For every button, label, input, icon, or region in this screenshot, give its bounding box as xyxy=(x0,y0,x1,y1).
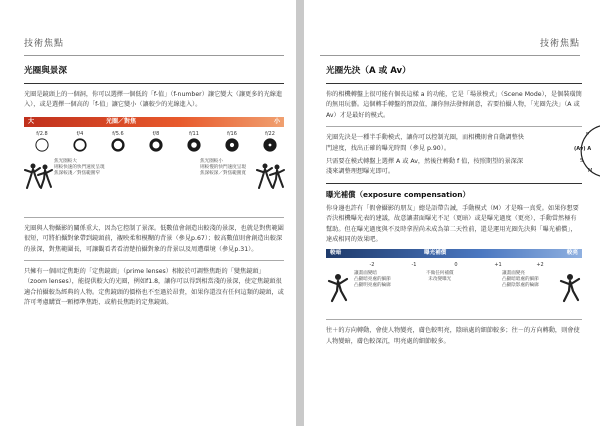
fstop-labels xyxy=(24,129,284,138)
right-page xyxy=(304,0,600,426)
right-content xyxy=(326,66,582,350)
fstop-label: f/2.8 xyxy=(36,130,48,137)
aperture-iris-icon xyxy=(148,138,164,154)
fstop-label: f/4 xyxy=(76,130,84,137)
fstop-label: f/22 xyxy=(265,130,275,137)
aperture-bar xyxy=(24,117,284,127)
aperture-iris-icon xyxy=(34,138,50,154)
aperture-iris-row xyxy=(24,138,284,156)
left-content xyxy=(24,66,284,312)
aperture-bar-right: 小 xyxy=(273,117,280,125)
aperture-iris-icon xyxy=(224,138,240,154)
dial-label-a: (Av) A xyxy=(574,146,592,152)
section-rule-5 xyxy=(326,319,582,320)
ec-note-center: 不做任何補償 未改變曝光 xyxy=(426,271,454,283)
dancers-sharp-icon xyxy=(256,161,286,191)
ec-bar-left: 較暗 xyxy=(330,250,342,257)
ec-note-left: 讓畫面變暗 凸顯暗亮處的細節 凸顯明亮處的輪廓 xyxy=(354,271,391,289)
aperture-priority-para2: 只需要在模式轉盤上選擇 A 或 Av，然後往轉動 f 值，按照期望的景深深淺來調整理想曝光即可。 xyxy=(326,158,524,176)
dancers-blurred-icon xyxy=(24,161,54,191)
left-page xyxy=(0,0,296,426)
ec-scale-label: +1 xyxy=(494,262,502,269)
section-heading-exposure-compensation: 曝光補償（exposure compensation） xyxy=(326,189,470,199)
dancer-bright-icon xyxy=(558,273,582,303)
section-rule-4 xyxy=(326,183,582,184)
section-rule-3 xyxy=(326,126,582,127)
book-gutter xyxy=(296,0,304,426)
heading-rule xyxy=(24,83,284,84)
fstop-label: f/11 xyxy=(189,130,199,137)
aperture-priority-intro: 你的相機轉盤上很可能有個長這樣 a 的功能，它是「場景模式」（Scene Mode），是個裝璜簡的無用玩藝。這個轉手轉盤的預設值，讓你無法發揮創意，若要拍攝人物，「光圈先決」（A 或 Av）才是最好的模式。 xyxy=(326,91,582,119)
aperture-note-left: 焦光圈較大 則較快速的快門速度呈現 焦深較淺／對焦範圍窄 xyxy=(54,158,105,176)
running-head-left: 技術焦點 xyxy=(24,39,65,49)
top-rule-left xyxy=(24,55,284,56)
ec-scale xyxy=(326,260,582,268)
aperture-priority-para1: 光圈先決是一種半手動模式，讓你可以控制光圈，而相機則會自動調整快門速度，找出正確的曝光時間（參見 p.90）。 xyxy=(326,134,524,152)
section-heading-aperture: 光圈與景深 xyxy=(24,66,67,76)
ec-scale-label: 0 xyxy=(454,262,458,269)
mode-dial-icon xyxy=(548,124,600,178)
depth-of-field-paragraph: 光圈與人物攝影的關係重大，因為它控制了景深。低數值會創造出較淺的景深，也就是對焦範圍很短，可將拍攝對象帶到鏡頭前，襯映柔和模糊的背景（參見p.67）；較高數值則會創造出較深的景深，對焦範圍長，可讓觀看者看清楚拍攝對象的背景以及周遭環境（參見p.31）。 xyxy=(24,224,284,253)
aperture-iris-icon xyxy=(186,138,202,154)
aperture-iris-icon xyxy=(72,138,88,154)
intro-paragraph: 光圈是鏡頭上的一個洞，你可以選擇一個低的「f-值」（f-number）讓它變大（讓更多的光線進入），或是選擇一個高的「f-值」讓它變小（讓較少的光線進入）。 xyxy=(24,91,283,109)
section-heading-aperture-priority: 光圈先決（A 或 Av） xyxy=(326,66,411,76)
fstop-label: f/5.6 xyxy=(112,130,124,137)
dial-label-s: S xyxy=(580,158,584,164)
ec-scale-label: -2 xyxy=(369,262,375,269)
ec-scale-label: -1 xyxy=(411,262,417,269)
ec-bar-right: 較亮 xyxy=(566,250,578,257)
aperture-chart xyxy=(24,117,284,209)
aperture-note-right: 焦光圈較小 則較慢的快門速度呈現 焦深較深／對焦範圍寬 xyxy=(200,158,246,176)
top-rule-right xyxy=(320,55,580,56)
running-head-right: 技術焦點 xyxy=(539,39,580,49)
exposure-compensation-paragraph: 你身邊也許有「假會攝影的朋友」總是語帶告誡，手動模式（M）才是唯一真愛。如果你想要否決相機曝光表的建議，故意讓畫面曝光不足（更暗）或是曝光過度（更亮），手動當然極有幫助。但在曝光過度與不及時拿捏尚未成為第二天性前，還是運用光圈先決與「曝光補償」，達成相同的效果吧。 xyxy=(326,204,579,244)
aperture-iris-icon xyxy=(262,138,278,154)
fstop-label: f/16 xyxy=(227,130,237,137)
aperture-iris-icon xyxy=(110,138,126,154)
ec-scale-label: +2 xyxy=(536,262,544,269)
exposure-compensation-chart xyxy=(326,249,582,313)
heading-rule-right xyxy=(326,83,582,84)
aperture-bar-left: 大 xyxy=(28,117,35,125)
section-rule-1 xyxy=(24,217,284,218)
dial-label-m: M xyxy=(588,168,593,174)
ec-bar xyxy=(326,249,582,258)
prime-lens-paragraph: 只擁有一個固定焦距的「定焦鏡頭」（prime lenses）相較於可調整焦距的「變焦鏡頭」（zoom lenses），能提供較大的光圈，例如f1.8，讓你可以得到相當淺的景深，使定焦鏡頭很適合拍攝較為經典的人物。定焦鏡頭的價格也不至過於昂貴，如果你還沒有任何這類的鏡頭，或許可考慮購買一顆標準焦距、或稍長焦距的定焦鏡頭。 xyxy=(24,268,284,307)
ec-note-right: 讓畫面變亮 凸顯暗暗處的細節 凸顯陰影處的輪廓 xyxy=(502,271,539,289)
dancer-dark-icon xyxy=(326,273,350,303)
aperture-bar-center: 光圈／對焦 xyxy=(106,117,137,125)
ec-bar-center: 曝光補償 xyxy=(424,250,447,257)
fstop-label: f/8 xyxy=(152,130,160,137)
section-rule-2 xyxy=(24,260,284,261)
dial-label-p: P xyxy=(586,132,590,138)
exposure-compensation-outro: 往＋的方向轉動，會使人物變亮，膚色較明亮，陰暗處的細節較多；往－的方向轉動，則會使人物變暗，膚色較深沉，明亮處的細節較多。 xyxy=(326,327,580,345)
